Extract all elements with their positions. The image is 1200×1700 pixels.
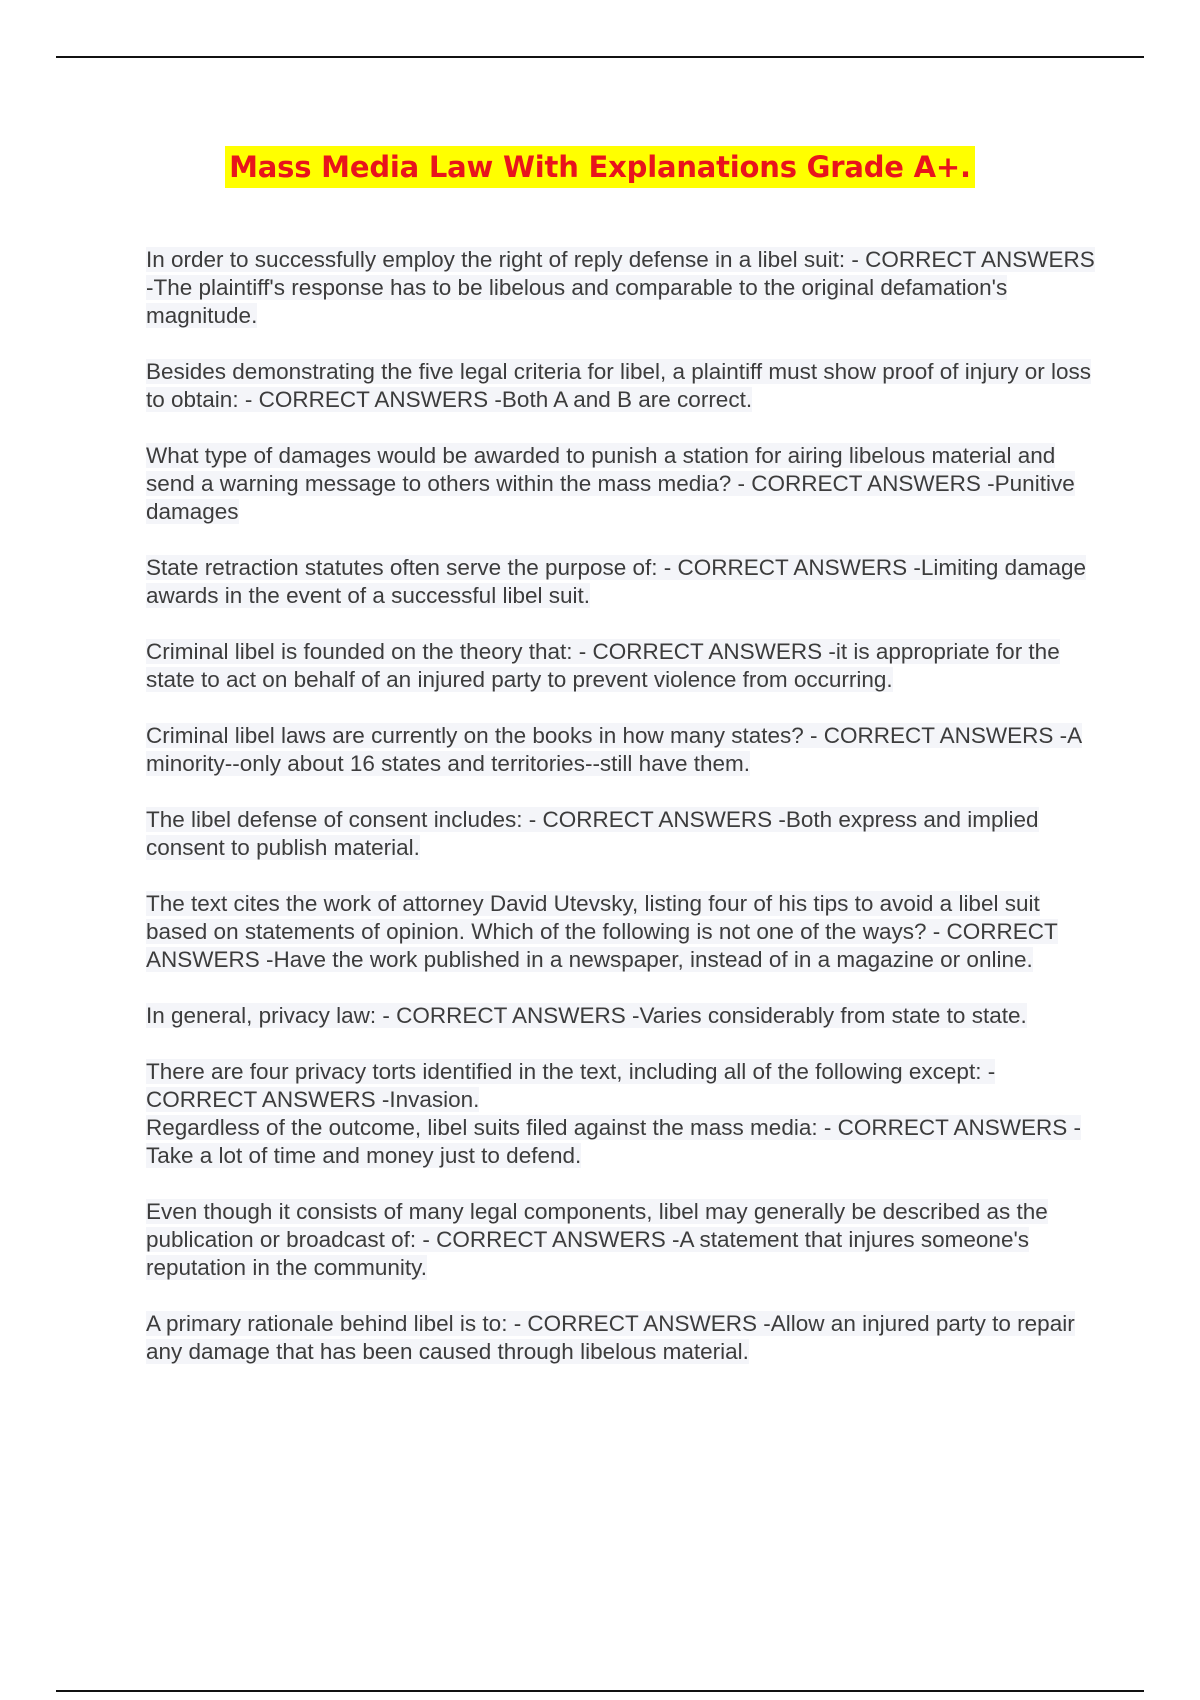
- qa-text: What type of damages would be awarded to punish a station for airing libelous material and send a warning message to others within the mass media? - CORRECT ANSWERS -Punitive damages: [146, 443, 1075, 524]
- qa-text: Criminal libel laws are currently on the books in how many states? - CORRECT ANSWERS -A minority--only about 16 states and territories--still have them.: [146, 723, 1083, 776]
- qa-text: The libel defense of consent includes: - CORRECT ANSWERS -Both express and implied consent to publish material.: [146, 807, 1039, 860]
- qa-text: There are four privacy torts identified in the text, including all of the following except: - CORRECT ANSWERS -Invasion.: [146, 1059, 996, 1112]
- title-container: [0, 146, 1200, 188]
- qa-item: [146, 442, 1096, 526]
- qa-text: Besides demonstrating the five legal criteria for libel, a plaintiff must show proof of injury or loss to obtain: - CORRECT ANSWERS -Both A and B are correct.: [146, 359, 1092, 412]
- qa-item: [146, 1198, 1096, 1282]
- qa-text: The text cites the work of attorney David Utevsky, listing four of his tips to avoid a libel suit based on statements of opinion. Which of the following is not one of the ways? - CORRECT ANSWERS -Have the work published in a newspaper, instead of in a magazine or online.: [146, 891, 1058, 972]
- bottom-divider: [56, 1690, 1144, 1692]
- qa-item: [146, 1114, 1096, 1170]
- qa-text: Regardless of the outcome, libel suits filed against the mass media: - CORRECT ANSWERS -Take a lot of time and money just to defend.: [146, 1115, 1081, 1168]
- qa-text: State retraction statutes often serve the purpose of: - CORRECT ANSWERS -Limiting damage awards in the event of a successful libel suit.: [146, 555, 1086, 608]
- qa-text: Even though it consists of many legal components, libel may generally be described as the publication or broadcast of: - CORRECT ANSWERS -A statement that injures someone's reputation in the community.: [146, 1199, 1048, 1280]
- document-body: [146, 246, 1096, 1394]
- qa-item: [146, 1002, 1096, 1030]
- qa-item: [146, 358, 1096, 414]
- qa-item: [146, 638, 1096, 694]
- qa-item: [146, 246, 1096, 330]
- qa-item: [146, 554, 1096, 610]
- qa-text: A primary rationale behind libel is to: - CORRECT ANSWERS -Allow an injured party to repair any damage that has been caused through libelous material.: [146, 1311, 1075, 1364]
- qa-item: [146, 806, 1096, 862]
- qa-text: In general, privacy law: - CORRECT ANSWERS -Varies considerably from state to state.: [146, 1003, 1027, 1028]
- qa-item: [146, 1310, 1096, 1366]
- document-title: Mass Media Law With Explanations Grade A+.: [225, 146, 975, 188]
- qa-item: [146, 722, 1096, 778]
- qa-item: [146, 890, 1096, 974]
- qa-item: [146, 1058, 1096, 1114]
- qa-text: In order to successfully employ the right of reply defense in a libel suit: - CORRECT ANSWERS -The plaintiff's response has to be libelous and comparable to the original defamation's magnitude.: [146, 247, 1095, 328]
- qa-text: Criminal libel is founded on the theory that: - CORRECT ANSWERS -it is appropriate for the state to act on behalf of an injured party to prevent violence from occurring.: [146, 639, 1060, 692]
- top-divider: [56, 56, 1144, 58]
